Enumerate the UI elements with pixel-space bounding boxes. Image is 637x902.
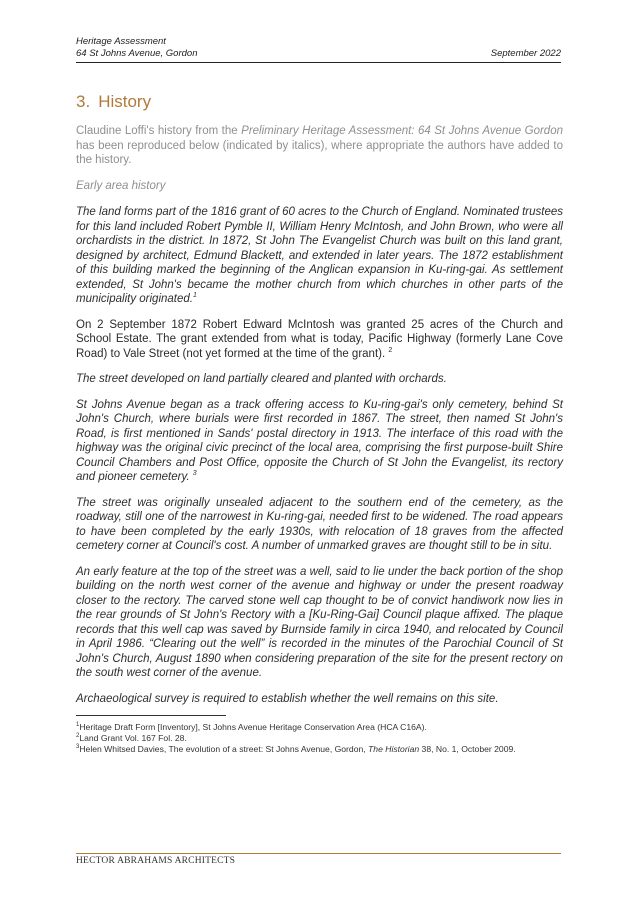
footnote-3 <box>76 744 563 755</box>
footnote-number: 3 <box>76 744 80 751</box>
footnote-number: 2 <box>76 733 80 740</box>
paragraph-7: Archaeological survey is required to establish whether the well remains on this site. <box>76 692 499 705</box>
footnote-number: 1 <box>76 722 80 729</box>
paragraph-3: The street developed on land partially cleared and planted with orchards. <box>76 373 447 385</box>
document-title: Heritage Assessment <box>76 36 166 47</box>
subheading: Early area history <box>76 179 166 192</box>
intro-text-end: has been reproduced below (indicated by italics), where appropriate the authors have added to the history. <box>76 139 563 166</box>
page-header <box>76 36 561 60</box>
footnotes <box>76 722 563 755</box>
footnote-text-end: 38, No. 1, October 2009. <box>419 744 516 754</box>
page-body <box>76 92 563 755</box>
footnote-divider <box>76 715 226 716</box>
section-number: 3. <box>76 92 91 111</box>
footnote-text: Heritage Draft Form [Inventory], St Johns Avenue Heritage Conservation Area (HCA C16A). <box>79 722 427 732</box>
intro-reference: Preliminary Heritage Assessment: 64 St Johns Avenue Gordon <box>241 125 563 137</box>
footer-divider <box>76 853 561 854</box>
section-title: History <box>98 92 152 111</box>
header-divider <box>76 62 561 63</box>
paragraph-6: An early feature at the top of the street was a well, said to lie under the back portion of the shop building on the north west corner of the avenue and highway or under the present roadway closer to the rectory. The carved stone well cap thought to be of convict handiwork now lies in the rear grounds of St John's Rectory with a [Ku-Ring-Gai] Council plaque affixed. The plaque records that this well cap was saved by Burnside family in circa 1940, and relocated by Council in April 1986. “Clearing out the well” is recorded in the minutes of the Parochial Council of St John's Church, August 1890 when considering preparation of the site for the present rectory on the south west corner of the avenue. <box>76 565 563 679</box>
footnote-marker: 2 <box>388 346 393 354</box>
footer-firm-name: HECTOR ABRAHAMS ARCHITECTS <box>76 856 236 866</box>
paragraph-text: On 2 September 1872 Robert Edward McIntosh was granted 25 acres of the Church and School Estate. The grant extended from what is today, Pacific Highway (formerly Lane Cove Road) to Vale Street (not yet formed at the time of the grant). <box>76 318 563 360</box>
paragraph-2 <box>76 318 563 362</box>
footnote-marker: 3 <box>192 470 197 478</box>
paragraph-5: The street was originally unsealed adjacent to the southern end of the cemetery, as the roadway, still one of the narrowest in Ku-ring-gai, needed first to be widened. The road appears to have been completed by the early 1930s, with relocation of 18 graves from the affected cemetery corner at Council's cost. A number of unmarked graves are thought still to be in situ. <box>76 496 563 552</box>
footnote-2 <box>76 733 563 744</box>
intro-paragraph <box>76 124 563 168</box>
intro-text: Claudine Loffi's history from the <box>76 125 242 137</box>
footnote-1 <box>76 722 563 733</box>
section-heading <box>76 92 563 112</box>
paragraph-text: St Johns Avenue began as a track offering access to Ku-ring-gai's only cemetery, behind St John's Church, where burials were first recorded in 1867. The street, then named St John's Road, is first mentioned in Sands' postal directory in 1913. The interface of this road with the highway was the original civic precinct of the local area, comprising the first purpose-built Shire Council Chambers and Post Office, opposite the Church of St John the Evangelist, its rectory and pioneer cemetery. <box>76 398 563 483</box>
footnote-publication: The Historian <box>368 744 420 754</box>
document-address: 64 St Johns Avenue, Gordon <box>76 48 198 59</box>
paragraph-text: The land forms part of the 1816 grant of 60 acres to the Church of England. Nominated trustees for this land included Robert Pymble II, William Henry McIntosh, and John Brown, who were all orchardists in the district. In 1872, St John The Evangelist Church was built on this land grant, designed by architect, Edmund Blackett, and extended in later years. The 1872 establishment of this building marked the beginning of the Anglican expansion in Ku-ring-gai. As settlement extended, St John's became the mother church from which churches in other parts of the municipality originated. <box>76 206 563 305</box>
footnote-text: Land Grant Vol. 167 Fol. 28. <box>79 733 187 743</box>
paragraph-1 <box>76 205 563 307</box>
paragraph-4 <box>76 398 563 485</box>
document-date: September 2022 <box>490 48 561 59</box>
footnote-marker: 1 <box>192 292 197 300</box>
footnote-text: Helen Whitsed Davies, The evolution of a street: St Johns Avenue, Gordon, <box>79 744 369 754</box>
